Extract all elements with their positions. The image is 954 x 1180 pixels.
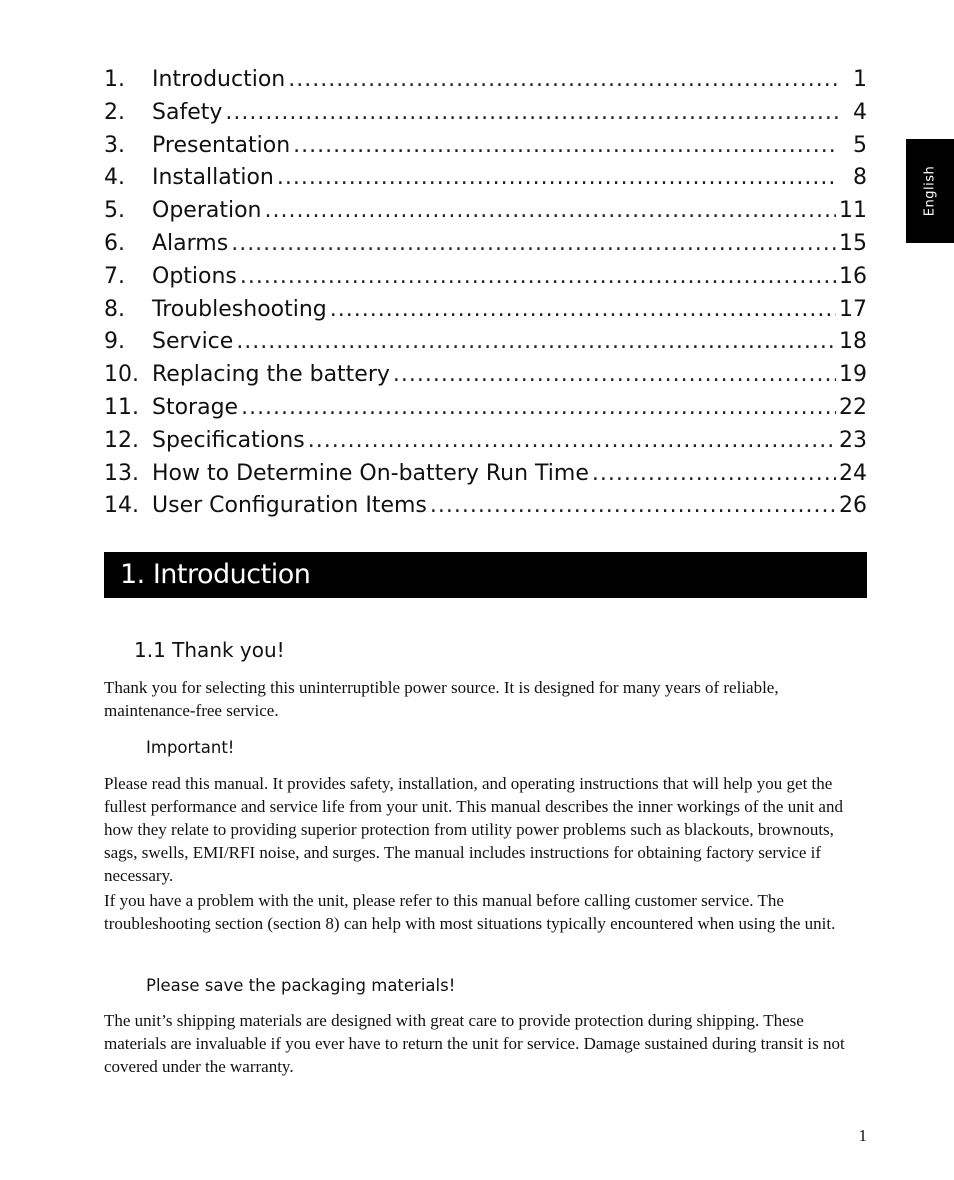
toc-entry-page: 24: [839, 460, 867, 486]
toc-entry-page: 16: [839, 263, 867, 289]
toc-leader-dots: [241, 392, 836, 425]
language-tab-label: English: [922, 165, 938, 217]
toc-entry[interactable]: [104, 64, 867, 97]
toc-entry-number: 7.: [104, 263, 125, 289]
toc-entry[interactable]: [104, 130, 867, 163]
toc-entry[interactable]: [104, 294, 867, 327]
toc-entry-page: 23: [839, 427, 867, 453]
toc-entry-number: 3.: [104, 132, 125, 158]
toc-entry-page: 1: [853, 67, 867, 92]
toc-entry-title: Specifications: [152, 427, 305, 453]
toc-entry-title: Replacing the battery: [152, 362, 390, 388]
toc-entry-number: 5.: [104, 198, 125, 224]
toc-entry-number: 11.: [104, 394, 139, 420]
language-tab: [906, 139, 954, 243]
packaging-heading: Please save the packaging materials!: [146, 976, 456, 995]
toc-entry-number: 13.: [104, 460, 139, 486]
toc-entry-page: 19: [839, 362, 867, 388]
toc-leader-dots: [231, 228, 836, 261]
toc-entry-page: 22: [839, 394, 867, 420]
toc-entry-number: 9.: [104, 329, 125, 355]
toc-leader-dots: [308, 425, 836, 458]
toc-entry[interactable]: [104, 97, 867, 130]
toc-leader-dots: [430, 490, 836, 523]
toc-entry[interactable]: [104, 261, 867, 294]
toc-entry-page: 15: [839, 230, 867, 256]
section-title: 1. Introduction: [120, 559, 311, 590]
toc-entry[interactable]: [104, 458, 867, 491]
toc-entry-title: Operation: [152, 198, 262, 224]
toc-entry-number: 6.: [104, 230, 125, 256]
toc-entry-page: 17: [839, 296, 867, 322]
toc-entry-title: Storage: [152, 394, 239, 420]
toc-entry[interactable]: [104, 162, 867, 195]
toc-entry-title: Introduction: [152, 67, 286, 92]
toc-entry-page: 8: [853, 165, 867, 191]
toc-entry-page: 5: [853, 132, 867, 158]
toc-entry-number: 10.: [104, 362, 139, 388]
toc-entry[interactable]: [104, 425, 867, 458]
toc-leader-dots: [236, 326, 836, 359]
toc-entry-title: Installation: [152, 165, 274, 191]
toc-entry-number: 14.: [104, 493, 139, 519]
toc-entry-title: Alarms: [152, 230, 229, 256]
toc-leader-dots: [277, 162, 838, 195]
troubleshooting-note-paragraph: If you have a problem with the unit, please refer to this manual before calling customer service. The troubleshooting section (section 8) can help with most situations typically encountered when using the unit.: [104, 891, 836, 933]
toc-leader-dots: [240, 261, 836, 294]
toc-leader-dots: [225, 97, 838, 130]
toc-entry-number: 2.: [104, 99, 125, 125]
toc-entry-title: Safety: [152, 99, 223, 125]
toc-leader-dots: [293, 130, 838, 163]
toc-entry-title: Service: [152, 329, 234, 355]
important-paragraph: Please read this manual. It provides safety, installation, and operating instructions that will help you get the fullest performance and service life from your unit. This manual describes the inner workings of the unit and how they relate to providing superior protection from utility power problems such as blackouts, brownouts, sags, swells, EMI/RFI noise, and surges. The manual includes instructions for obtaining factory service if necessary.: [104, 774, 843, 885]
packaging-paragraph: The unit’s shipping materials are designed with great care to provide protection during shipping. These materials are invaluable if you ever have to return the unit for service. Damage sustained during transit is not covered under the warranty.: [104, 1011, 845, 1076]
toc-leader-dots: [393, 359, 836, 392]
toc-entry-title: How to Determine On-battery Run Time: [152, 460, 589, 486]
toc-entry-title: Presentation: [152, 132, 291, 158]
section-heading-bar: [104, 552, 867, 598]
toc-entry[interactable]: [104, 326, 867, 359]
toc-entry-page: 11: [839, 198, 867, 224]
page-number: 1: [858, 1126, 867, 1145]
toc-entry-number: 1.: [104, 67, 125, 92]
important-heading: Important!: [146, 738, 235, 757]
toc-entry[interactable]: [104, 195, 867, 228]
toc-leader-dots: [264, 195, 836, 228]
toc-entry-number: 4.: [104, 165, 125, 191]
toc-entry-title: User Configuration Items: [152, 493, 427, 519]
toc-entry-title: Options: [152, 263, 237, 289]
toc-leader-dots: [288, 64, 838, 97]
toc-entry[interactable]: [104, 359, 867, 392]
toc-entry[interactable]: [104, 490, 867, 523]
toc-leader-dots: [592, 458, 836, 491]
toc-entry-page: 26: [839, 493, 867, 519]
toc-entry-title: Troubleshooting: [152, 296, 327, 322]
toc-entry-number: 8.: [104, 296, 125, 322]
toc-entry-page: 18: [839, 329, 867, 355]
toc-leader-dots: [330, 294, 836, 327]
table-of-contents: [104, 64, 867, 523]
toc-entry-number: 12.: [104, 427, 139, 453]
toc-entry-page: 4: [853, 99, 867, 125]
intro-paragraph: Thank you for selecting this uninterruptible power source. It is designed for many years of reliable, maintenance-free service.: [104, 678, 779, 720]
toc-entry[interactable]: [104, 392, 867, 425]
subsection-title: 1.1 Thank you!: [134, 638, 285, 662]
toc-entry[interactable]: [104, 228, 867, 261]
